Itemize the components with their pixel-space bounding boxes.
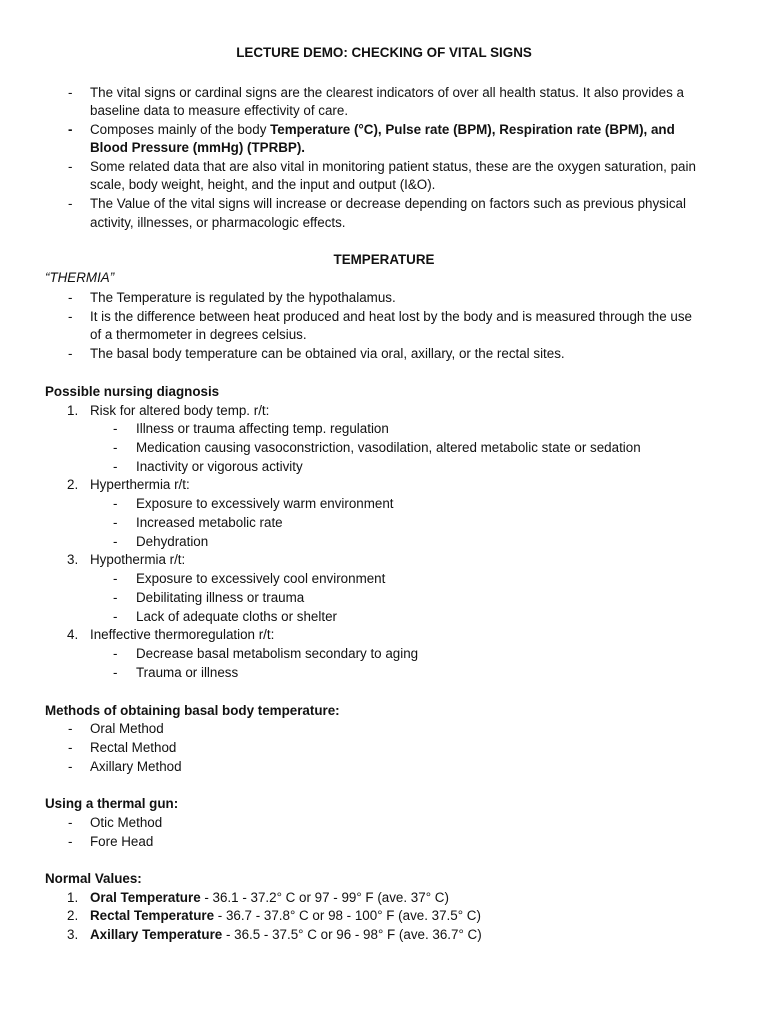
bullet-dash: - bbox=[68, 815, 73, 830]
bullet-dash: - bbox=[68, 159, 73, 174]
method-item: Rectal Method bbox=[90, 740, 177, 755]
bullet-dash: - bbox=[113, 515, 118, 530]
bullet-dash: - bbox=[68, 759, 73, 774]
diagnosis-item-2-sub: Increased metabolic rate bbox=[136, 515, 283, 530]
temperature-bullet-2-line-2: of a thermometer in degrees celsius. bbox=[90, 327, 307, 342]
list-number: 3. bbox=[67, 927, 79, 942]
diagnosis-item-3-sub: Debilitating illness or trauma bbox=[136, 590, 305, 605]
method-item: Axillary Method bbox=[90, 759, 182, 774]
normal-value-item: Axillary Temperature - 36.5 - 37.5° C or 96 - 98° F (ave. 36.7° C) bbox=[90, 927, 482, 942]
diagnosis-item-4-sub: Trauma or illness bbox=[136, 665, 239, 680]
list-number: 4. bbox=[67, 627, 79, 642]
temperature-bullet-2-line-1: It is the difference between heat produced and heat lost by the body and is measured through the use bbox=[90, 309, 692, 324]
section-heading-temperature: TEMPERATURE bbox=[333, 252, 435, 267]
diagnosis-item-1: Risk for altered body temp. r/t: bbox=[90, 403, 270, 418]
diagnosis-item-3-sub: Lack of adequate cloths or shelter bbox=[136, 609, 337, 624]
bullet-dash: - bbox=[68, 309, 73, 324]
bullet-dash: - bbox=[113, 421, 118, 436]
bullet-dash: - bbox=[113, 665, 118, 680]
intro-bullet-1-line-1: The vital signs or cardinal signs are the clearest indicators of over all health status. It also provides a bbox=[90, 85, 684, 100]
bullet-dash: - bbox=[113, 440, 118, 455]
diagnosis-item-1-sub: Inactivity or vigorous activity bbox=[136, 459, 303, 474]
bullet-dash: - bbox=[68, 85, 73, 100]
intro-bullet-4-line-2: activity, illnesses, or pharmacologic effects. bbox=[90, 215, 346, 230]
intro-bullet-1-line-2: baseline data to measure effectivity of care. bbox=[90, 103, 349, 118]
diagnosis-item-3-sub: Exposure to excessively cool environment bbox=[136, 571, 386, 586]
bullet-dash: - bbox=[113, 609, 118, 624]
bullet-dash: - bbox=[113, 590, 118, 605]
thermal-gun-heading: Using a thermal gun: bbox=[45, 796, 179, 811]
diagnosis-item-4-sub: Decrease basal metabolism secondary to aging bbox=[136, 646, 419, 661]
normal-value-item: Rectal Temperature - 36.7 - 37.8° C or 98 - 100° F (ave. 37.5° C) bbox=[90, 908, 481, 923]
diagnosis-item-2: Hyperthermia r/t: bbox=[90, 477, 190, 492]
bullet-dash: - bbox=[113, 571, 118, 586]
intro-bullet-2-line-2: Blood Pressure (mmHg) (TPRBP). bbox=[90, 140, 306, 155]
temperature-bullet-1: The Temperature is regulated by the hypothalamus. bbox=[90, 290, 396, 305]
temperature-subtitle: “THERMIA” bbox=[45, 270, 115, 285]
bullet-dash: - bbox=[68, 290, 73, 305]
list-number: 2. bbox=[67, 908, 79, 923]
diagnosis-item-4: Ineffective thermoregulation r/t: bbox=[90, 627, 275, 642]
list-number: 2. bbox=[67, 477, 79, 492]
intro-bullet-3-line-1: Some related data that are also vital in monitoring patient status, these are the oxygen saturation, pain bbox=[90, 159, 696, 174]
diagnosis-item-2-sub: Dehydration bbox=[136, 534, 209, 549]
diagnosis-item-3: Hypothermia r/t: bbox=[90, 552, 186, 567]
diagnosis-heading: Possible nursing diagnosis bbox=[45, 384, 220, 399]
bullet-dash: - bbox=[113, 459, 118, 474]
intro-bullet-4-line-1: The Value of the vital signs will increase or decrease depending on factors such as previous physical bbox=[90, 196, 686, 211]
diagnosis-item-1-sub: Illness or trauma affecting temp. regulation bbox=[136, 421, 389, 436]
intro-bullet-3-line-2: scale, body weight, height, and the input and output (I&O). bbox=[90, 177, 436, 192]
thermal-gun-item: Fore Head bbox=[90, 834, 154, 849]
bullet-dash: - bbox=[68, 740, 73, 755]
normal-value-item: Oral Temperature - 36.1 - 37.2° C or 97 - 99° F (ave. 37° C) bbox=[90, 890, 449, 905]
temperature-bullet-3: The basal body temperature can be obtained via oral, axillary, or the rectal sites. bbox=[90, 346, 565, 361]
bullet-dash: - bbox=[113, 496, 118, 511]
bullet-dash: - bbox=[68, 122, 73, 137]
list-number: 3. bbox=[67, 552, 79, 567]
bullet-dash: - bbox=[113, 534, 118, 549]
bullet-dash: - bbox=[68, 721, 73, 736]
diagnosis-item-1-sub: Medication causing vasoconstriction, vasodilation, altered metabolic state or sedation bbox=[136, 440, 641, 455]
method-item: Oral Method bbox=[90, 721, 164, 736]
diagnosis-item-2-sub: Exposure to excessively warm environment bbox=[136, 496, 394, 511]
bullet-dash: - bbox=[68, 834, 73, 849]
list-number: 1. bbox=[67, 403, 79, 418]
bullet-dash: - bbox=[68, 346, 73, 361]
intro-bullet-2-line-1: Composes mainly of the body Temperature (°C), Pulse rate (BPM), Respiration rate (BPM), and bbox=[90, 122, 675, 137]
normal-values-heading: Normal Values: bbox=[45, 871, 142, 886]
bullet-dash: - bbox=[68, 196, 73, 211]
document-title: LECTURE DEMO: CHECKING OF VITAL SIGNS bbox=[236, 45, 532, 60]
methods-heading: Methods of obtaining basal body temperature: bbox=[45, 703, 340, 718]
list-number: 1. bbox=[67, 890, 79, 905]
thermal-gun-item: Otic Method bbox=[90, 815, 163, 830]
bullet-dash: - bbox=[113, 646, 118, 661]
